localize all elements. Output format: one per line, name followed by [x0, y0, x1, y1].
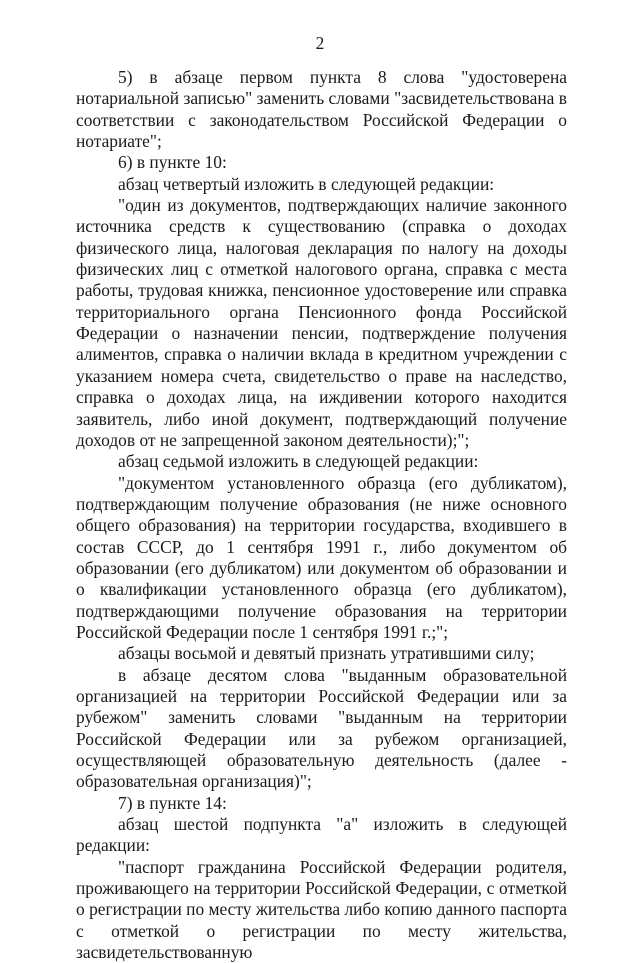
paragraph-abzac-eighth-ninth: абзацы восьмой и девятый признать утратившими силу;	[118, 643, 535, 664]
paragraph-abzac-seventh-intro: абзац седьмой изложить в следующей редакции:	[118, 451, 479, 472]
paragraph-item-6-heading: 6) в пункте 10:	[118, 152, 227, 173]
document-body	[76, 67, 567, 963]
paragraph-abzac-tenth: в абзаце десятом слова "выданным образовательной организацией на территории Российской Федерации или за рубежом" заменить словами "выданным на территории Российской Федерации или за рубежом организацией, осуществляющей образовательную деятельность (далее - образовательная организация)";	[76, 664, 567, 792]
paragraph-income-documents: "один из документов, подтверждающих наличие законного источника средств к существованию (справка о доходах физического лица, налоговая декларация по налогу на доходы физических лиц с отметкой налогового органа, справка с места работы, трудовая книжка, пенсионное удостоверение или справка территориального органа Пенсионного фонда Российской Федерации о назначении пенсии, подтверждение получения алиментов, справка о наличии вклада в кредитном учреждении с указанием номера счета, свидетельство о праве на наследство, справка о доходах лица, на иждивении которого находится заявитель, либо иной документ, подтверждающий получение доходов от не запрещенной законом деятельности);";	[76, 195, 567, 450]
page-number: 2	[315, 33, 325, 53]
paragraph-abzac-fourth-intro: абзац четвертый изложить в следующей редакции:	[118, 173, 495, 194]
paragraph-item-7-heading: 7) в пункте 14:	[118, 792, 227, 813]
paragraph-abzac-sixth-intro: абзац шестой подпункта "а" изложить в следующей редакции:	[76, 814, 567, 856]
paragraph-item-5-point-8: 5) в абзаце первом пункта 8 слова "удостоверена нотариальной записью" заменить словами "засвидетельствована в соответствии с законодательством Российской Федерации о нотариате";	[76, 67, 567, 152]
paragraph-passport: "паспорт гражданина Российской Федерации родителя, проживающего на территории Российской Федерации, с отметкой о регистрации по месту жительства либо копию данного паспорта с отметкой о регистрации по месту жительства, засвидетельствованную	[76, 856, 567, 963]
paragraph-education-documents: "документом установленного образца (его дубликатом), подтверждающим получение образования (не ниже основного общего образования) на территории государства, входившего в состав СССР, до 1 сентября 1991 г., либо документом об образовании (его дубликатом) или документом об образовании и о квалификации установленного образца (его дубликатом), подтверждающими получение образования на территории Российской Федерации после 1 сентября 1991 г.;";	[76, 472, 567, 642]
